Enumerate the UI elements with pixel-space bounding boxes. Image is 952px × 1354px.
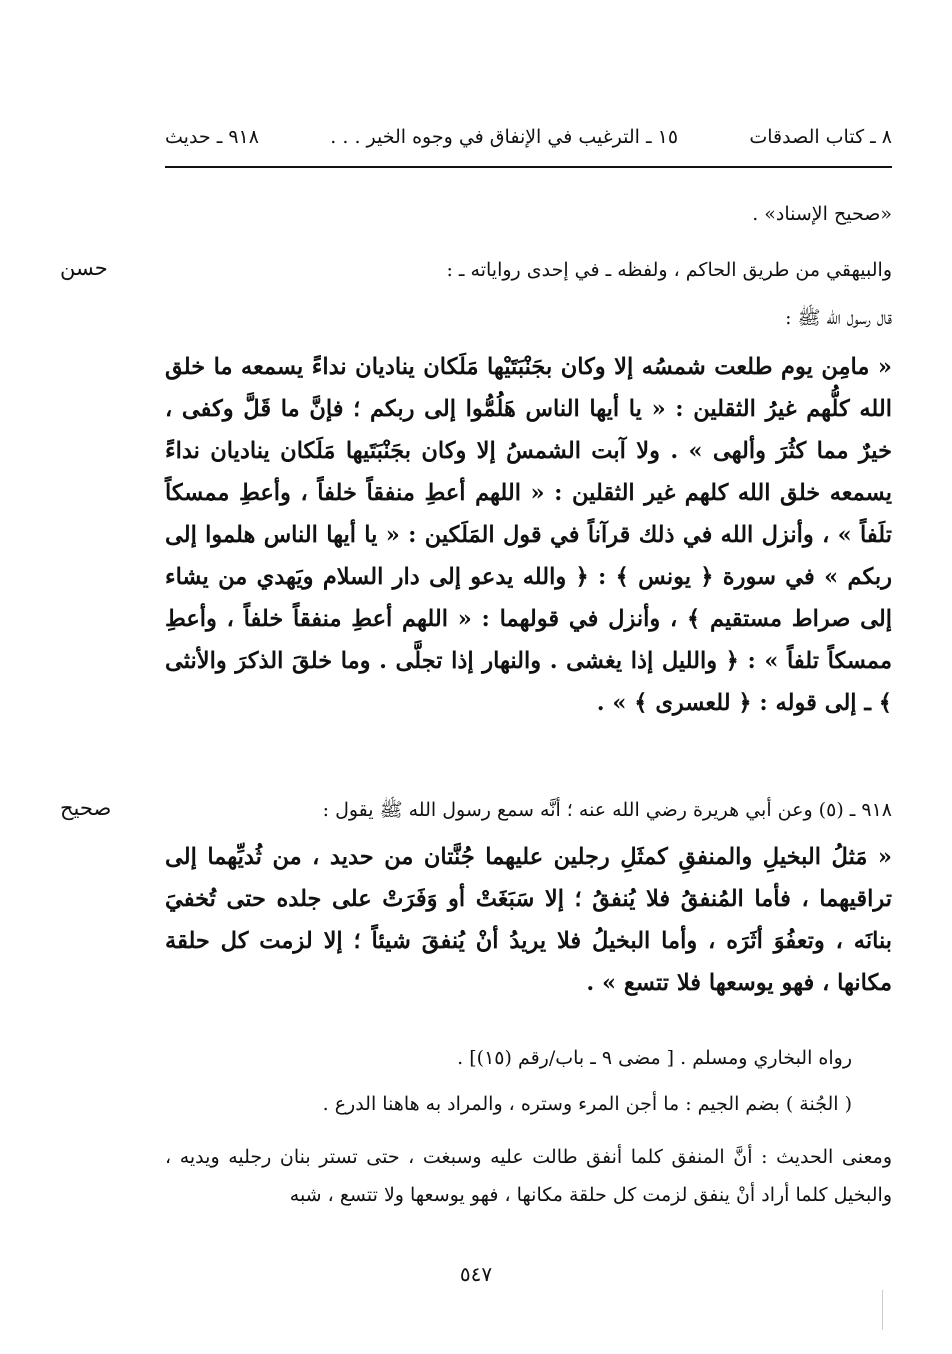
hadith-text-2: « مَثلُ البخيلِ والمنفقِ كمثَلِ رجلين عليهما جُنَّتان من حديد ، من ثُديِّهما إلى تراقيهما ، فأما المُنفقُ فلا يُنفقُ ؛ إلا سَبَغَتْ أو وَفَرَتْ على جلده حتى تُخفيَ بنانَه ، وتعفُوَ أثَرَه ، وأما البخيلُ فلا يريدُ أنْ يُنفقَ شيئاً ؛ إلا لزمت كل حلقة مكانها ، فهو يوسعها فلا تتسع » . xyxy=(165,844,892,996)
hadith-meaning: ومعنى الحديث : أنَّ المنفق كلما أنفق طالت عليه وسبغت ، حتى تستر بنان رجليه ويديه ، والبخيل كلما أراد أنْ ينفق لزمت كل حلقة مكانها ، فهو يوسعها ولا تتسع ، شبه xyxy=(165,1146,892,1206)
chapter-title: ١٥ ـ الترغيب في الإنفاق في وجوه الخير . . . xyxy=(330,126,679,148)
isnad-grade-line: «صحيح الإسناد» . xyxy=(752,203,892,225)
scan-edge-mark xyxy=(882,1290,883,1330)
hadith-text-1: « مامِن يوم طلعت شمسُه إلا وكان بجَنْبَتَيْها مَلَكان يناديان نداءً يسمعه ما خلق الله كلُّهم غيرُ الثقلين : « يا أيها الناس هَلُمُّوا إلى ربكم ؛ فإنَّ ما قَلَّ وكفى ، خيرٌ مما كثُرَ وألهى » . ولا آبت الشمسُ إلا وكان بجَنْبَتَيها مَلَكان يناديان نداءً يسمعه خلق الله كلهم غير الثقلين : « اللهم أعطِ منفقاً خلفاً ، وأعطِ ممسكاً تلَفاً » ، وأنزل الله في ذلك قرآناً في قول المَلَكين : « يا أيها الناس هلموا إلى ربكم » في سورة ﴿ يونس ﴾ : ﴿ والله يدعو إلى دار السلام ويَهدي من يشاء إلى صراط مستقيم ﴾ ، وأنزل في قولهما : « اللهم أعطِ منفقاً خلفاً ، وأعطِ ممسكاً تلفاً » : ﴿ والليل إذا يغشى . والنهار إذا تجلَّى . وما خلقَ الذكرَ والأنثى ﴾ ـ إلى قوله : ﴿ للعسرى ﴾ » . xyxy=(165,354,892,716)
prophet-said-line: قال رسول الله ﷺ : xyxy=(785,307,892,329)
running-header xyxy=(165,120,892,154)
bayhaqi-line: والبيهقي من طريق الحاكم ، ولفظه ـ في إحدى رواياته ـ : xyxy=(446,259,892,281)
hadith-reference: ٩١٨ ـ حديث xyxy=(165,126,259,148)
hadith-918-intro: ٩١٨ ـ (٥) وعن أبي هريرة رضي الله عنه ؛ أنَّه سمع رسول الله ﷺ يقول : xyxy=(322,799,892,821)
grade-sahih: صحيح xyxy=(60,796,112,820)
header-divider xyxy=(165,166,892,168)
book-title: ٨ ـ كتاب الصدقات xyxy=(749,126,892,148)
takhrij-note: رواه البخاري ومسلم . [ مضى ٩ ـ باب/رقم (١٥)] . xyxy=(457,1047,852,1069)
page-number: ٥٤٧ xyxy=(459,1262,493,1286)
gloss-note: ( الجُنة ) بضم الجيم : ما أجن المرء وستره ، والمراد به هاهنا الدرع . xyxy=(322,1093,852,1115)
grade-hasan: حسن xyxy=(60,256,108,280)
